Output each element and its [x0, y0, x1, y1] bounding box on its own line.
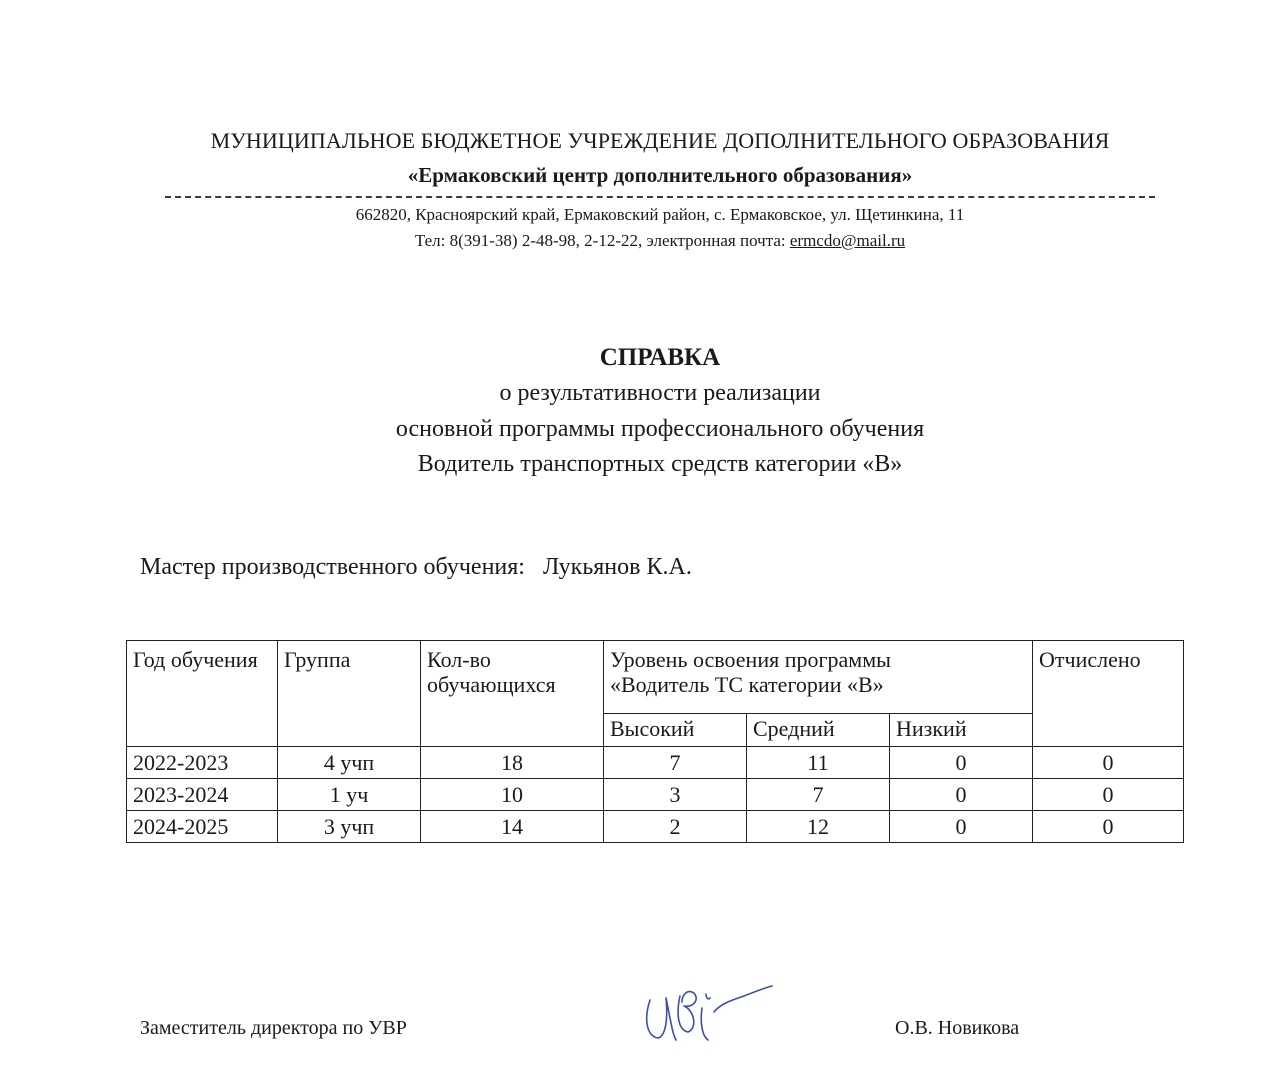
header-level [604, 641, 1033, 714]
document-subtitle-line-3: Водитель транспортных средств категории «В» [417, 451, 903, 477]
cell-year: 2024-2025 [127, 811, 278, 843]
header-high: Высокий [604, 714, 747, 747]
cell-expelled: 0 [1033, 811, 1184, 843]
contacts-phones: Тел: 8(391-38) 2-48-98, 2-12-22, электронная почта: [414, 231, 790, 250]
letterhead-divider [165, 196, 1155, 198]
cell-expelled: 0 [1033, 779, 1184, 811]
document-subtitle-line-2: основной программы профессионального обучения [395, 416, 925, 442]
table-row [127, 747, 1184, 779]
organization-contacts [0, 231, 1269, 251]
master-name: Лукьянов К.А. [542, 554, 692, 580]
document-subtitle-line-1: о результативности реализации [499, 380, 821, 406]
cell-year: 2022-2023 [127, 747, 278, 779]
cell-group: 1 уч [278, 779, 421, 811]
header-level-line-2: «Водитель ТС категории «В» [610, 672, 884, 697]
header-low: Низкий [890, 714, 1033, 747]
cell-year: 2023-2024 [127, 779, 278, 811]
table-header-row [127, 641, 1184, 714]
organization-short-name: «Ермаковский центр дополнительного образования» [407, 163, 913, 187]
signatory-position: Заместитель директора по УВР [140, 1017, 407, 1039]
master-line [140, 554, 692, 581]
organization-name: МУНИЦИПАЛЬНОЕ БЮДЖЕТНОЕ УЧРЕЖДЕНИЕ ДОПОЛНИТЕЛЬНОГО ОБРАЗОВАНИЯ [210, 128, 1110, 153]
signatory-name: О.В. Новикова [895, 1017, 1020, 1039]
cell-group: 3 учп [278, 811, 421, 843]
header-medium: Средний [747, 714, 890, 747]
cell-expelled: 0 [1033, 747, 1184, 779]
header-year: Год обучения [127, 641, 278, 747]
cell-group: 4 учп [278, 747, 421, 779]
header-group: Группа [278, 641, 421, 747]
header-level-line-1: Уровень освоения программы [610, 647, 891, 672]
document-title: СПРАВКА [599, 344, 721, 371]
cell-count: 14 [421, 811, 604, 843]
table-row [127, 811, 1184, 843]
table-row [127, 779, 1184, 811]
cell-count: 10 [421, 779, 604, 811]
handwritten-signature [636, 978, 776, 1048]
header-expelled: Отчислено [1033, 641, 1184, 747]
cell-count: 18 [421, 747, 604, 779]
cell-medium: 12 [747, 811, 890, 843]
cell-low: 0 [890, 747, 1033, 779]
header-count: Кол-во обучающихся [421, 641, 604, 747]
cell-low: 0 [890, 811, 1033, 843]
cell-low: 0 [890, 779, 1033, 811]
results-table [126, 640, 1184, 843]
cell-high: 7 [604, 747, 747, 779]
email-link[interactable]: ermcdo@mail.ru [789, 231, 906, 250]
master-label: Мастер производственного обучения: [140, 554, 525, 580]
cell-medium: 11 [747, 747, 890, 779]
cell-high: 2 [604, 811, 747, 843]
cell-medium: 7 [747, 779, 890, 811]
cell-high: 3 [604, 779, 747, 811]
organization-address: 662820, Красноярский край, Ермаковский район, с. Ермаковское, ул. Щетинкина, 11 [355, 205, 965, 224]
